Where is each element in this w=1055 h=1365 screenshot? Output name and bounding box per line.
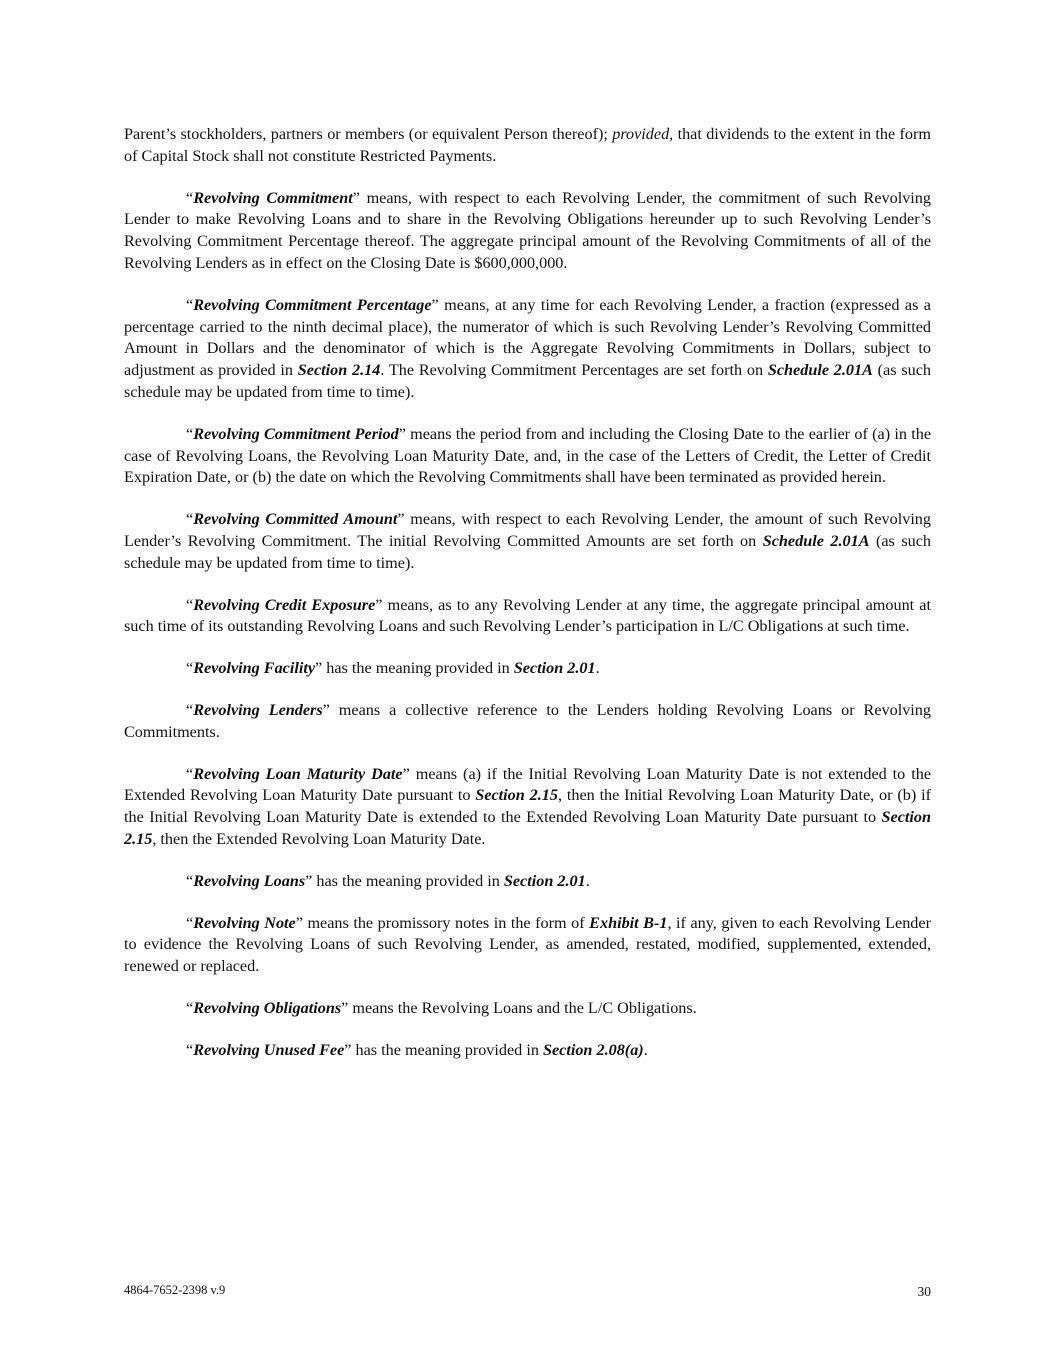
definition-paragraph <box>124 700 931 744</box>
section-reference: Section 2.15 <box>475 786 558 805</box>
section-reference: Schedule 2.01A <box>767 361 873 380</box>
paragraph-text: Parent’s stockholders, partners or members (or equivalent Person thereof); <box>124 125 613 143</box>
section-reference: Section 2.01 <box>513 659 596 678</box>
paragraph-text: “ <box>186 764 194 783</box>
paragraph-text: ” has the meaning provided in <box>305 871 504 890</box>
paragraph-text: “ <box>186 700 194 719</box>
defined-term: Revolving Commitment <box>193 188 353 207</box>
defined-term: Revolving Commitment Percentage <box>193 295 432 314</box>
paragraph-text: “ <box>186 295 194 314</box>
paragraph-text: . <box>595 659 600 678</box>
defined-term: Revolving Credit Exposure <box>193 595 376 614</box>
paragraph-text: “ <box>186 871 194 890</box>
paragraph-text: . <box>643 1040 648 1059</box>
paragraph-text: ” means, with respect to each Revolving Lender, the amount of such Revolving Lender’s Revolving Commitment. The initial Revolving Committed Amounts are set forth on <box>124 510 931 550</box>
paragraph-text: , then the Extended Revolving Loan Maturity Date. <box>152 829 486 848</box>
paragraph-text: “ <box>186 659 194 678</box>
definition-paragraph <box>124 424 931 489</box>
paragraph-text: “ <box>186 424 194 443</box>
document-body <box>124 124 931 1082</box>
body-paragraph <box>124 124 931 168</box>
definition-paragraph <box>124 295 931 404</box>
paragraph-text: (as such schedule may be updated from time to time). <box>124 531 932 572</box>
section-reference: Section 2.14 <box>297 361 381 380</box>
paragraph-text: “ <box>186 1040 194 1059</box>
paragraph-text: , if any, given to each Revolving Lender to evidence the Revolving Loans of such Revolving Lender, as amended, restated, modified, supplemented, extended, renewed or replaced. <box>124 913 931 976</box>
definition-paragraph <box>124 658 931 680</box>
definition-paragraph <box>124 595 931 639</box>
definition-paragraph <box>124 998 931 1020</box>
definition-paragraph <box>124 913 931 978</box>
emphasis-text: provided <box>612 125 670 143</box>
paragraph-text: ” has the meaning provided in <box>344 1040 543 1059</box>
defined-term: Revolving Committed Amount <box>193 510 398 529</box>
section-reference: Section 2.08(a) <box>542 1040 644 1059</box>
paragraph-text: “ <box>186 510 194 529</box>
definition-paragraph <box>124 1040 931 1062</box>
paragraph-text: , that dividends to the extent in the form of Capital Stock shall not constitute Restricted Payments. <box>124 125 931 165</box>
paragraph-text: (as such schedule may be updated from time to time). <box>124 361 932 401</box>
defined-term: Revolving Loan Maturity Date <box>193 764 403 783</box>
paragraph-text: ” means, as to any Revolving Lender at any time, the aggregate principal amount at such time of its outstanding Revolving Loans and such Revolving Lender’s participation in L/C Obligations at such time. <box>124 595 931 636</box>
definition-paragraph <box>124 509 931 574</box>
page-number: 30 <box>917 1284 931 1299</box>
section-reference: Section 2.01 <box>503 871 586 890</box>
defined-term: Revolving Facility <box>193 659 316 678</box>
section-reference: Exhibit B-1 <box>589 913 668 932</box>
defined-term: Revolving Loans <box>193 871 306 890</box>
defined-term: Revolving Note <box>193 913 296 932</box>
definition-paragraph <box>124 188 931 275</box>
paragraph-text: . <box>585 871 590 890</box>
section-reference: Section 2.15 <box>124 808 931 848</box>
paragraph-text: ” means, with respect to each Revolving Lender, the commitment of such Revolving Lender to make Revolving Loans and to share in the Revolving Obligations hereunder up to such Revolving Lender’s Revolving Commitment Percentage thereof. The aggregate principal amount of the Revolving Commitments of all of the Revolving Lenders as in effect on the Closing Date is $600,000,000. <box>124 188 931 272</box>
paragraph-text: “ <box>186 998 194 1017</box>
defined-term: Revolving Unused Fee <box>193 1040 345 1059</box>
defined-term: Revolving Commitment Period <box>193 424 399 443</box>
section-reference: Schedule 2.01A <box>762 531 870 550</box>
definition-paragraph <box>124 764 931 851</box>
paragraph-text: ” means the period from and including the Closing Date to the earlier of (a) in the case of Revolving Loans, the Revolving Loan Maturity Date, and, in the case of the Letters of Credit, the Letter of Credit Expiration Date, or (b) the date on which the Revolving Commitments shall have been terminated as provided herein. <box>124 424 932 487</box>
paragraph-text: ” means a collective reference to the Lenders holding Revolving Loans or Revolving Commitments. <box>124 700 931 741</box>
paragraph-text: ” means, at any time for each Revolving Lender, a fraction (expressed as a percentage carried to the ninth decimal place), the numerator of which is such Revolving Lender’s Revolving Committed Amount in Dollars and the denominator of which is the Aggregate Revolving Commitments in Dollars, subject to adjustment as provided in <box>124 295 931 380</box>
paragraph-text: ” has the meaning provided in <box>315 659 514 678</box>
paragraph-text: “ <box>186 913 194 932</box>
document-id: 4864-7652-2398 v.9 <box>124 1283 226 1297</box>
paragraph-text: ” means (a) if the Initial Revolving Loan Maturity Date is not extended to the Extended Revolving Loan Maturity Date pursuant to <box>124 764 932 805</box>
paragraph-text: “ <box>186 188 194 207</box>
definition-paragraph <box>124 871 931 893</box>
paragraph-text: . The Revolving Commitment Percentages are set forth on <box>380 361 768 380</box>
defined-term: Revolving Lenders <box>193 700 323 719</box>
paragraph-text: ” means the Revolving Loans and the L/C Obligations. <box>341 998 697 1017</box>
paragraph-text: , then the Initial Revolving Loan Maturity Date, or (b) if the Initial Revolving Loan Maturity Date is extended to the Extended Revolving Loan Maturity Date pursuant to <box>124 786 931 827</box>
paragraph-text: ” means the promissory notes in the form of <box>295 913 590 932</box>
paragraph-text: “ <box>186 595 194 614</box>
defined-term: Revolving Obligations <box>193 998 342 1017</box>
